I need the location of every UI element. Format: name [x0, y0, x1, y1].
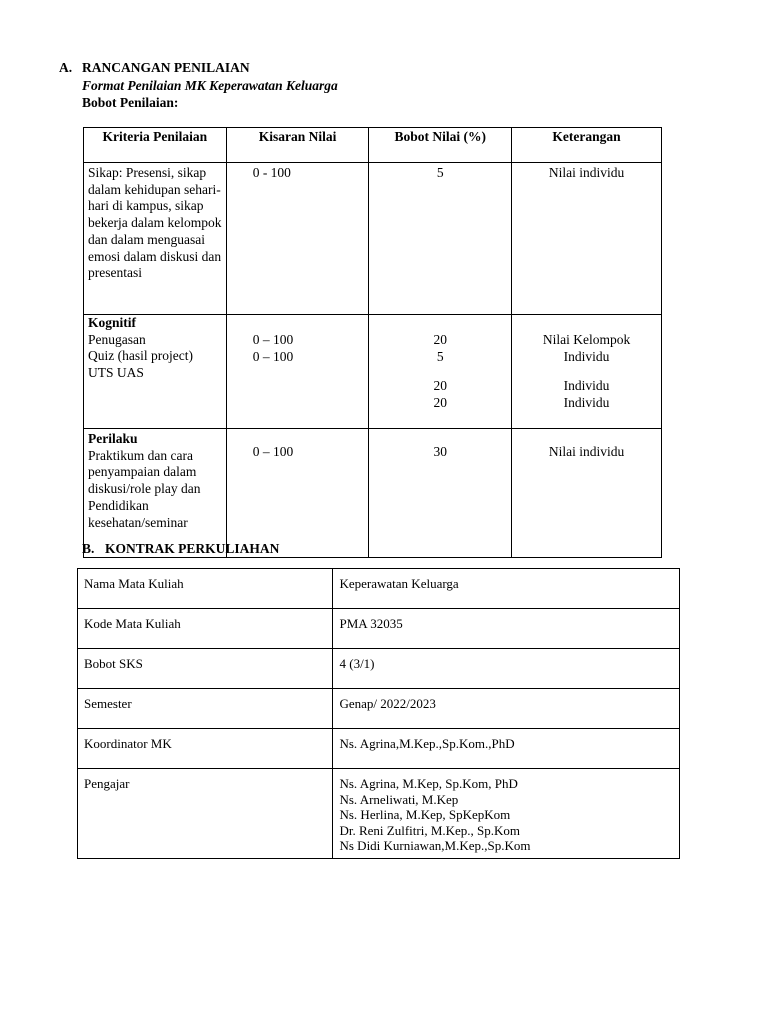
- kognitif-weight-value: 20: [433, 332, 447, 347]
- teacher-name: Ns. Agrina, M.Kep, Sp.Kom, PhD: [339, 776, 518, 791]
- contract-row-course-code: [78, 609, 680, 649]
- teacher-name: Dr. Reni Zulfitri, M.Kep., Sp.Kom: [339, 822, 521, 838]
- perilaku-note: Nilai individu: [512, 429, 662, 558]
- header-range: Kisaran Nilai: [226, 128, 369, 163]
- teacher-name: Ns. Herlina, M.Kep, SpKepKom: [339, 807, 511, 822]
- assessment-row-kognitif: [84, 315, 662, 429]
- assessment-weight-label: Bobot Penilaian:: [82, 95, 179, 110]
- contract-value: Ns. Agrina,M.Kep.,Sp.Kom.,PhD: [333, 729, 680, 769]
- sikap-note: Nilai individu: [512, 163, 662, 315]
- perilaku-title: Perilaku: [88, 431, 138, 446]
- sikap-range: 0 - 100: [226, 163, 369, 315]
- kognitif-note-value: Nilai Kelompok: [542, 332, 631, 347]
- contract-value: 4 (3/1): [333, 649, 680, 689]
- perilaku-range: 0 – 100: [226, 429, 369, 558]
- section-b-heading: [82, 541, 279, 557]
- contract-row-teachers: [78, 769, 680, 859]
- teacher-list: [333, 769, 680, 859]
- kognitif-weight: [369, 315, 512, 429]
- contract-value: Genap/ 2022/2023: [333, 689, 680, 729]
- teacher-name: Ns. Arneliwati, M.Kep: [339, 791, 459, 807]
- assessment-table: [83, 127, 662, 558]
- kognitif-criteria: [84, 315, 227, 429]
- assessment-row-sikap: [84, 163, 662, 315]
- contract-label: Kode Mata Kuliah: [78, 609, 333, 649]
- kognitif-item: UTS UAS: [88, 365, 144, 381]
- kognitif-range-value: 0 – 100: [252, 348, 294, 364]
- assessment-header-row: [84, 128, 662, 163]
- perilaku-criteria: [84, 429, 227, 558]
- section-a-marker: A.: [59, 60, 73, 75]
- kognitif-weight-value: 20: [433, 395, 447, 411]
- perilaku-description: Praktikum dan cara penyampaian dalam diskusi/role play dan Pendidikan kesehatan/seminar: [88, 447, 201, 530]
- contract-value: Keperawatan Keluarga: [333, 569, 680, 609]
- kognitif-item: Quiz (hasil project): [88, 348, 193, 364]
- kognitif-title: Kognitif: [88, 315, 137, 330]
- kognitif-weight-value: 5: [436, 348, 444, 364]
- kognitif-item: Penugasan: [88, 331, 146, 347]
- kognitif-note: [512, 315, 662, 429]
- contract-row-semester: [78, 689, 680, 729]
- kognitif-range: [226, 315, 369, 429]
- perilaku-weight: 30: [369, 429, 512, 558]
- contract-value: PMA 32035: [333, 609, 680, 649]
- header-criteria: Kriteria Penilaian: [84, 128, 227, 163]
- contract-row-coordinator: [78, 729, 680, 769]
- contract-label: Nama Mata Kuliah: [78, 569, 333, 609]
- assessment-format-subtitle: Format Penilaian MK Keperawatan Keluarga: [82, 78, 338, 93]
- contract-row-credits: [78, 649, 680, 689]
- header-note: Keterangan: [512, 128, 662, 163]
- contract-table: [77, 568, 680, 859]
- header-weight: Bobot Nilai (%): [369, 128, 512, 163]
- kognitif-note-value: Individu: [563, 395, 610, 411]
- section-b-marker: B.: [82, 541, 95, 556]
- sikap-weight: 5: [369, 163, 512, 315]
- kognitif-weight-value: 20: [433, 378, 447, 394]
- kognitif-note-value: Individu: [563, 378, 610, 394]
- kognitif-note-value: Individu: [563, 348, 610, 364]
- sikap-criteria: Sikap: Presensi, sikap dalam kehidupan sehari-hari di kampus, sikap bekerja dalam kelompok dan dalam menguasai emosi dalam diskusi dan presentasi: [84, 163, 227, 315]
- teacher-name: Ns Didi Kurniawan,M.Kep.,Sp.Kom: [339, 838, 531, 853]
- contract-label: Pengajar: [78, 769, 333, 859]
- contract-row-course-name: [78, 569, 680, 609]
- assessment-row-perilaku: [84, 429, 662, 558]
- contract-label: Koordinator MK: [78, 729, 333, 769]
- contract-label: Semester: [78, 689, 333, 729]
- section-a-heading: [59, 60, 250, 76]
- contract-label: Bobot SKS: [78, 649, 333, 689]
- kognitif-range-value: 0 – 100: [252, 332, 294, 347]
- section-b-title: KONTRAK PERKULIAHAN: [105, 541, 280, 556]
- section-a-title: RANCANGAN PENILAIAN: [82, 60, 250, 75]
